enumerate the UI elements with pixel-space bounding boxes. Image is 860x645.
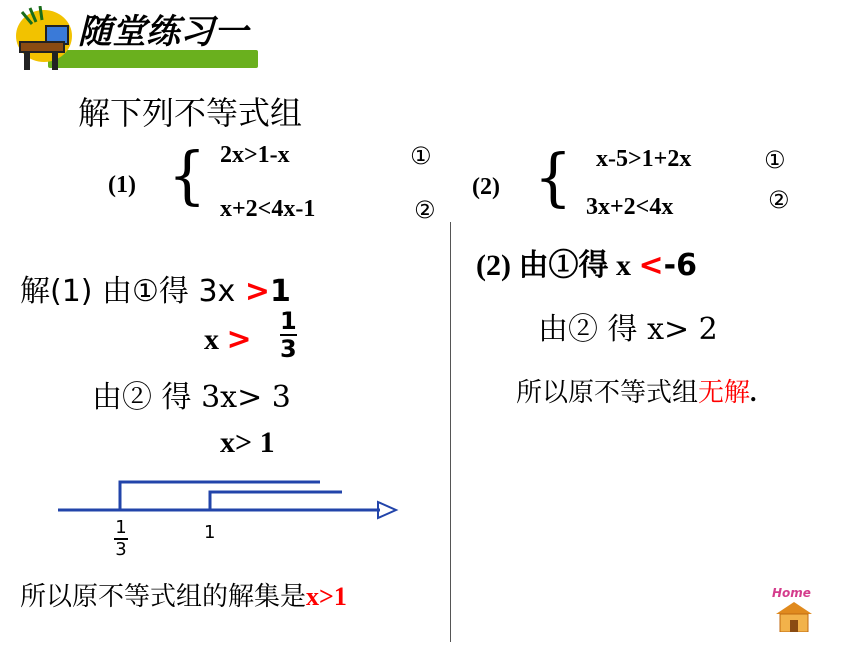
tick-denominator: 3 bbox=[115, 539, 127, 560]
system-1-label: (1) bbox=[108, 172, 136, 198]
system-1-mark1: ① bbox=[410, 142, 432, 170]
right-line1-val: -6 bbox=[663, 248, 697, 283]
system-2-eq1: x-5>1+2x bbox=[596, 146, 692, 172]
system-1-eq2: x+2<4x-1 bbox=[220, 196, 316, 222]
tick-numerator: 1 bbox=[115, 517, 127, 538]
left-line1 bbox=[20, 266, 291, 310]
system-1-eq1: 2x>1-x bbox=[220, 142, 290, 168]
right-conclusion bbox=[516, 372, 757, 409]
system-1-mark2: ② bbox=[414, 196, 436, 224]
right-conclusion-suffix: . bbox=[750, 378, 757, 407]
system-2-eq2: 3x+2<4x bbox=[586, 194, 674, 220]
left-conclusion-answer: x>1 bbox=[306, 582, 347, 611]
right-line1 bbox=[476, 240, 697, 284]
number-line bbox=[40, 472, 420, 576]
fraction-numerator: 1 bbox=[280, 307, 297, 335]
tick-label-one: 1 bbox=[204, 522, 216, 543]
left-line2 bbox=[204, 322, 252, 357]
left-conclusion-prefix: 所以原不等式组的解集是 bbox=[20, 582, 307, 612]
left-line4: x> 1 bbox=[220, 426, 275, 459]
left-line1-op: > bbox=[244, 274, 270, 309]
home-icon bbox=[776, 602, 812, 632]
system-2-mark1: ① bbox=[764, 146, 786, 174]
system-2-brace: { bbox=[534, 141, 573, 215]
tick-label-one-third bbox=[114, 518, 128, 560]
left-line3: 由② 得 3x> 3 bbox=[92, 380, 291, 415]
solution-ray-1 bbox=[120, 482, 320, 510]
left-line2-op: > bbox=[226, 322, 252, 357]
system-2-mark2: ② bbox=[768, 186, 790, 214]
left-line1-prefix: 解(1) 由①得 3x bbox=[20, 274, 245, 309]
right-line2: 由② 得 x> 2 bbox=[538, 312, 718, 347]
fraction-denominator: 3 bbox=[280, 335, 297, 363]
home-button[interactable] bbox=[770, 586, 818, 632]
right-conclusion-prefix: 所以原不等式组 bbox=[516, 378, 699, 408]
left-line1-val: 1 bbox=[269, 274, 291, 309]
system-1-brace: { bbox=[168, 139, 207, 213]
column-divider bbox=[450, 222, 451, 642]
home-button-label: Home bbox=[772, 586, 811, 600]
right-line1-prefix: (2) 由①得 x bbox=[476, 249, 639, 282]
left-conclusion bbox=[20, 576, 347, 613]
left-line2-fraction bbox=[280, 308, 297, 362]
page-title: 随堂练习一 bbox=[78, 12, 248, 52]
right-line1-op: < bbox=[638, 248, 664, 283]
teacher-desk-icon bbox=[12, 6, 76, 76]
right-conclusion-answer: 无解 bbox=[698, 378, 751, 408]
intro-text: 解下列不等式组 bbox=[78, 94, 303, 132]
solution-ray-2 bbox=[210, 492, 342, 510]
left-line2-x: x bbox=[204, 323, 227, 356]
number-line-arrow bbox=[378, 502, 396, 518]
system-2-label: (2) bbox=[472, 174, 500, 200]
